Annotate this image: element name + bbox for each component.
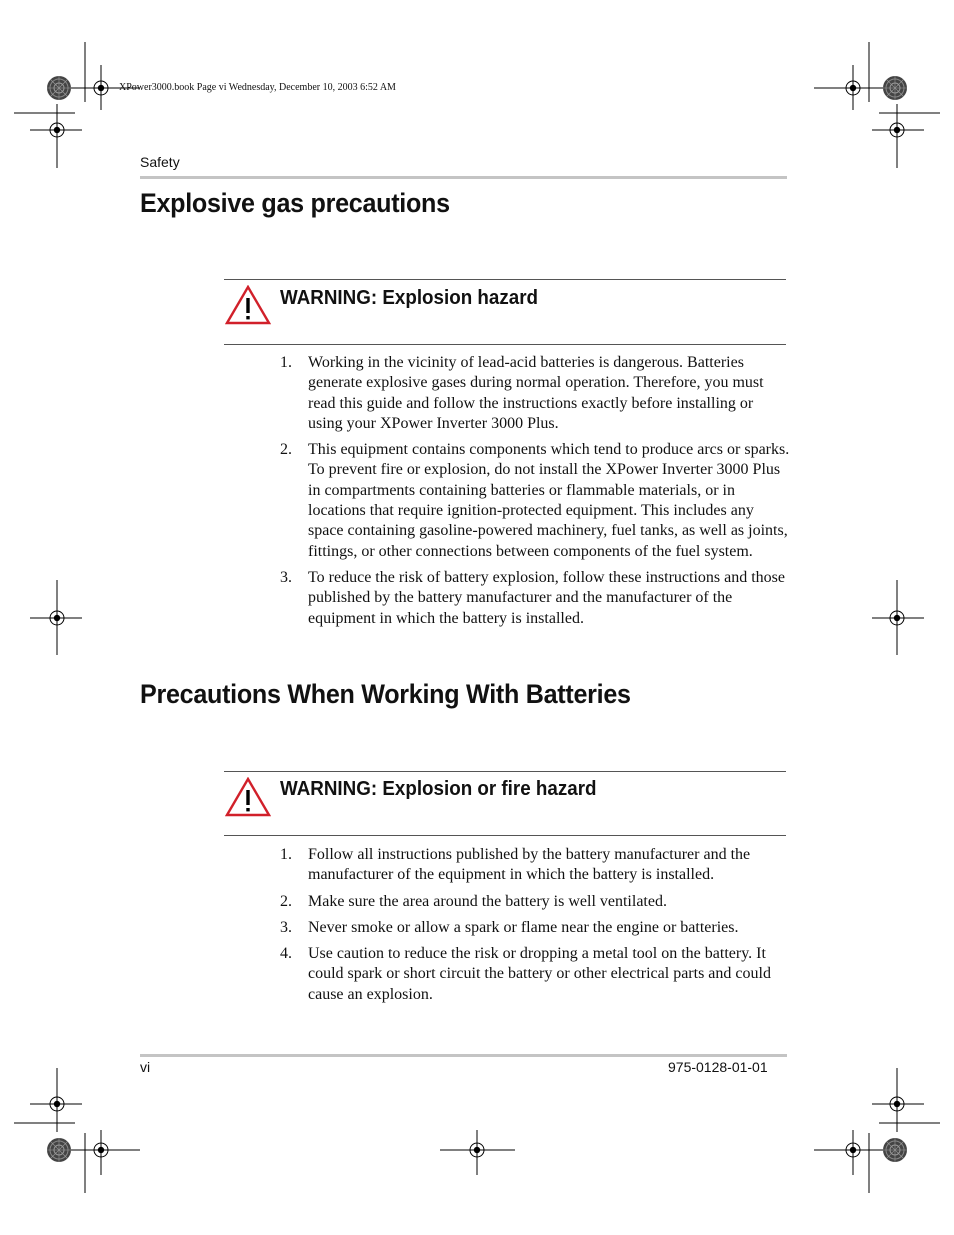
list-item bbox=[280, 918, 790, 938]
list-item-text: Working in the vicinity of lead-acid batteries is dangerous. Batteries generate explosive gases during normal operation. Therefore, you must read this guide and follow the instructions exactly before installing or using your XPower Inverter 3000 Plus. bbox=[308, 354, 764, 432]
list-item bbox=[280, 892, 790, 912]
list-item bbox=[280, 353, 790, 434]
warning-rule-top bbox=[224, 771, 786, 772]
running-head: Safety bbox=[140, 154, 180, 170]
list-item-text: Use caution to reduce the risk or dropping a metal tool on the battery. It could spark or short circuit the battery or other electrical parts and could cause an explosion. bbox=[308, 945, 771, 1003]
header-rule bbox=[140, 176, 787, 179]
warning-title-fire: WARNING: Explosion or fire hazard bbox=[280, 778, 597, 800]
list-item bbox=[280, 568, 790, 629]
warning-rule-top bbox=[224, 279, 786, 280]
footer-rule bbox=[140, 1054, 787, 1057]
warning-triangle-icon bbox=[225, 285, 271, 325]
list-item-text: Make sure the area around the battery is well ventilated. bbox=[308, 892, 667, 910]
warning-rule-bottom bbox=[224, 344, 786, 345]
list-item bbox=[280, 944, 790, 1005]
list-item-text: Never smoke or allow a spark or flame near the engine or batteries. bbox=[308, 918, 739, 936]
explosive-gas-list bbox=[280, 353, 790, 635]
list-item-number: 2. bbox=[280, 892, 292, 910]
document-number: 975-0128-01-01 bbox=[668, 1059, 768, 1075]
list-item-number: 2. bbox=[280, 441, 292, 459]
section-heading-batteries: Precautions When Working With Batteries bbox=[140, 679, 631, 709]
list-item-text: This equipment contains components which tend to produce arcs or sparks. To prevent fire or explosion, do not install the XPower Inverter 3000 Plus in compartments containing batteries or flammable materials, or in locations that require ignition-protected equipment. This includes any space containing gasoline-powered machinery, fuel tanks, as well as joints, fittings, or other connections between components of the fuel system. bbox=[308, 441, 790, 560]
warning-triangle-icon bbox=[225, 777, 271, 817]
list-item-text: To reduce the risk of battery explosion, follow these instructions and those published by the battery manufacturer and the manufacturer of the equipment in which the battery is installed. bbox=[308, 568, 785, 627]
book-info: XPower3000.book Page vi Wednesday, December 10, 2003 6:52 AM bbox=[119, 82, 396, 93]
batteries-list bbox=[280, 845, 790, 1011]
list-item-number: 4. bbox=[280, 945, 292, 963]
list-item-number: 1. bbox=[280, 846, 292, 863]
page-number: vi bbox=[140, 1059, 151, 1075]
section-heading-explosive-gas: Explosive gas precautions bbox=[140, 188, 450, 218]
list-item-number: 3. bbox=[280, 918, 292, 936]
warning-title-explosion: WARNING: Explosion hazard bbox=[280, 287, 539, 309]
list-item-number: 3. bbox=[280, 568, 292, 586]
warning-rule-bottom bbox=[224, 835, 786, 836]
list-item bbox=[280, 440, 790, 562]
list-item-number: 1. bbox=[280, 354, 292, 371]
list-item bbox=[280, 845, 790, 886]
list-item-text: Follow all instructions published by the battery manufacturer and the manufacturer of the equipment in which the battery is installed. bbox=[308, 846, 751, 884]
